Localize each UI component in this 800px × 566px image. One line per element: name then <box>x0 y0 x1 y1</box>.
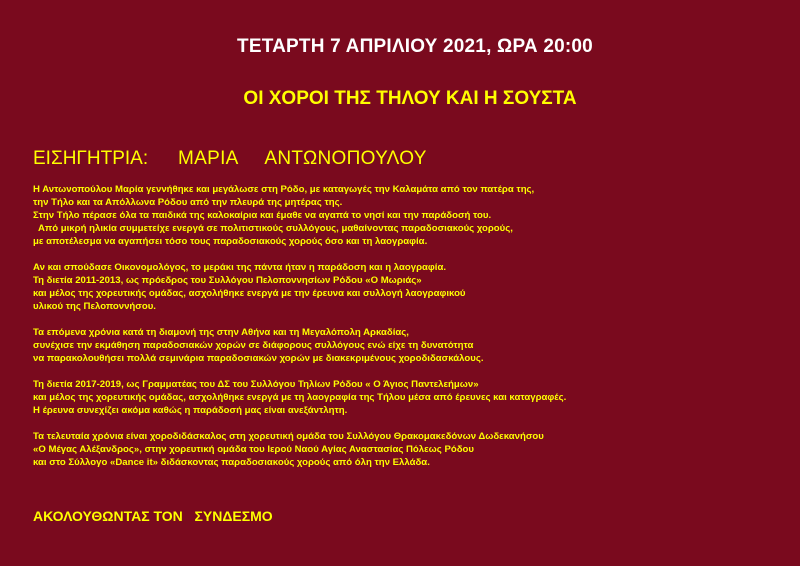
bio-line: Τη διετία 2011-2013, ως πρόεδρος του Συλλόγου Πελοποννησίων Ρόδου «Ο Μωριάς» <box>33 275 422 286</box>
bio-line: συνέχισε την εκμάθηση παραδοσιακών χορών σε διάφορους συλλόγους ενώ είχε τη δυνατότητα <box>33 340 474 351</box>
event-date-time: ΤΕΤΑΡΤΗ 7 ΑΠΡΙΛΙΟΥ 2021, ΩΡΑ 20:00 <box>237 36 593 57</box>
follow-link-text: ΑΚΟΛΟΥΘΩΝΤΑΣ ΤΟΝ ΣΥΝΔΕΣΜΟ <box>33 508 273 524</box>
bio-line: και στο Σύλλογο «Dance it» διδάσκοντας παραδοσιακούς χορούς από όλη την Ελλάδα. <box>33 457 430 468</box>
speaker-name: ΜΑΡΙΑ ΑΝΤΩΝΟΠΟΥΛΟΥ <box>178 148 427 169</box>
bio-paragraph <box>33 326 793 365</box>
bio-line: την Τήλο και τα Απόλλωνα Ρόδου από την πλευρά της μητέρας της. <box>33 197 343 208</box>
bio-line: Η έρευνα συνεχίζει ακόμα καθώς η παράδοσή μας είναι ανεξάντλητη. <box>33 405 348 416</box>
bio-paragraph <box>33 378 793 417</box>
bio-paragraph <box>33 183 793 248</box>
bio-line: Από μικρή ηλικία συμμετείχε ενεργά σε πολιτιστικούς συλλόγους, μαθαίνοντας παραδοσιακούς χορούς, <box>33 223 513 234</box>
bio-line: «Ο Μέγας Αλέξανδρος», στην χορευτική ομάδα του Ιερού Ναού Αγίας Αναστασίας Πόλεως Ρόδου <box>33 444 474 455</box>
bio-paragraph <box>33 261 793 313</box>
bio-paragraph <box>33 430 793 469</box>
speaker-line <box>33 148 427 170</box>
bio-line: και μέλος της χορευτικής ομάδας, ασχολήθηκε ενεργά με τη λαογραφία της Τήλου μέσα από έρευνες και καταγραφές. <box>33 392 567 403</box>
bio-line: με αποτέλεσμα να αγαπήσει τόσο τους παραδοσιακούς χορούς όσο και τη λαογραφία. <box>33 236 428 247</box>
bio-line: Στην Τήλο πέρασε όλα τα παιδικά της καλοκαίρια και έμαθε να αγαπά το νησί και την παράδοσή του. <box>33 210 492 221</box>
bio-line: Τα τελευταία χρόνια είναι χοροδιδάσκαλος στη χορευτική ομάδα του Συλλόγου Θρακομακεδόνων Δωδεκανήσου <box>33 431 544 442</box>
bio-line: Τα επόμενα χρόνια κατά τη διαμονή της στην Αθήνα και τη Μεγαλόπολη Αρκαδίας, <box>33 327 409 338</box>
bio-line: και μέλος της χορευτικής ομάδας, ασχολήθηκε ενεργά με την έρευνα και συλλογή λαογραφικού <box>33 288 466 299</box>
speaker-label: ΕΙΣΗΓΗΤΡΙΑ: <box>33 148 149 169</box>
bio-line: να παρακολουθήσει πολλά σεμινάρια παραδοσιακών χορών με διακεκριμένους χοροδιδασκάλους. <box>33 353 484 364</box>
bio-line: Τη διετία 2017-2019, ως Γραμματέας του ΔΣ του Συλλόγου Τηλίων Ρόδου « Ο Άγιος Παντελεήμων» <box>33 379 479 390</box>
speaker-bio <box>33 183 793 482</box>
event-title: ΟΙ ΧΟΡΟΙ ΤΗΣ ΤΗΛΟΥ ΚΑΙ Η ΣΟΥΣΤΑ <box>243 88 577 109</box>
bio-line: Η Αντωνοπούλου Μαρία γεννήθηκε και μεγάλωσε στη Ρόδο, με καταγωγές την Καλαμάτα από τον πατέρα της, <box>33 184 535 195</box>
bio-line: Αν και σπούδασε Οικονομολόγος, το μεράκι της πάντα ήταν η παράδοση και η λαογραφία. <box>33 262 447 273</box>
bio-line: υλικού της Πελοποννήσου. <box>33 301 156 312</box>
